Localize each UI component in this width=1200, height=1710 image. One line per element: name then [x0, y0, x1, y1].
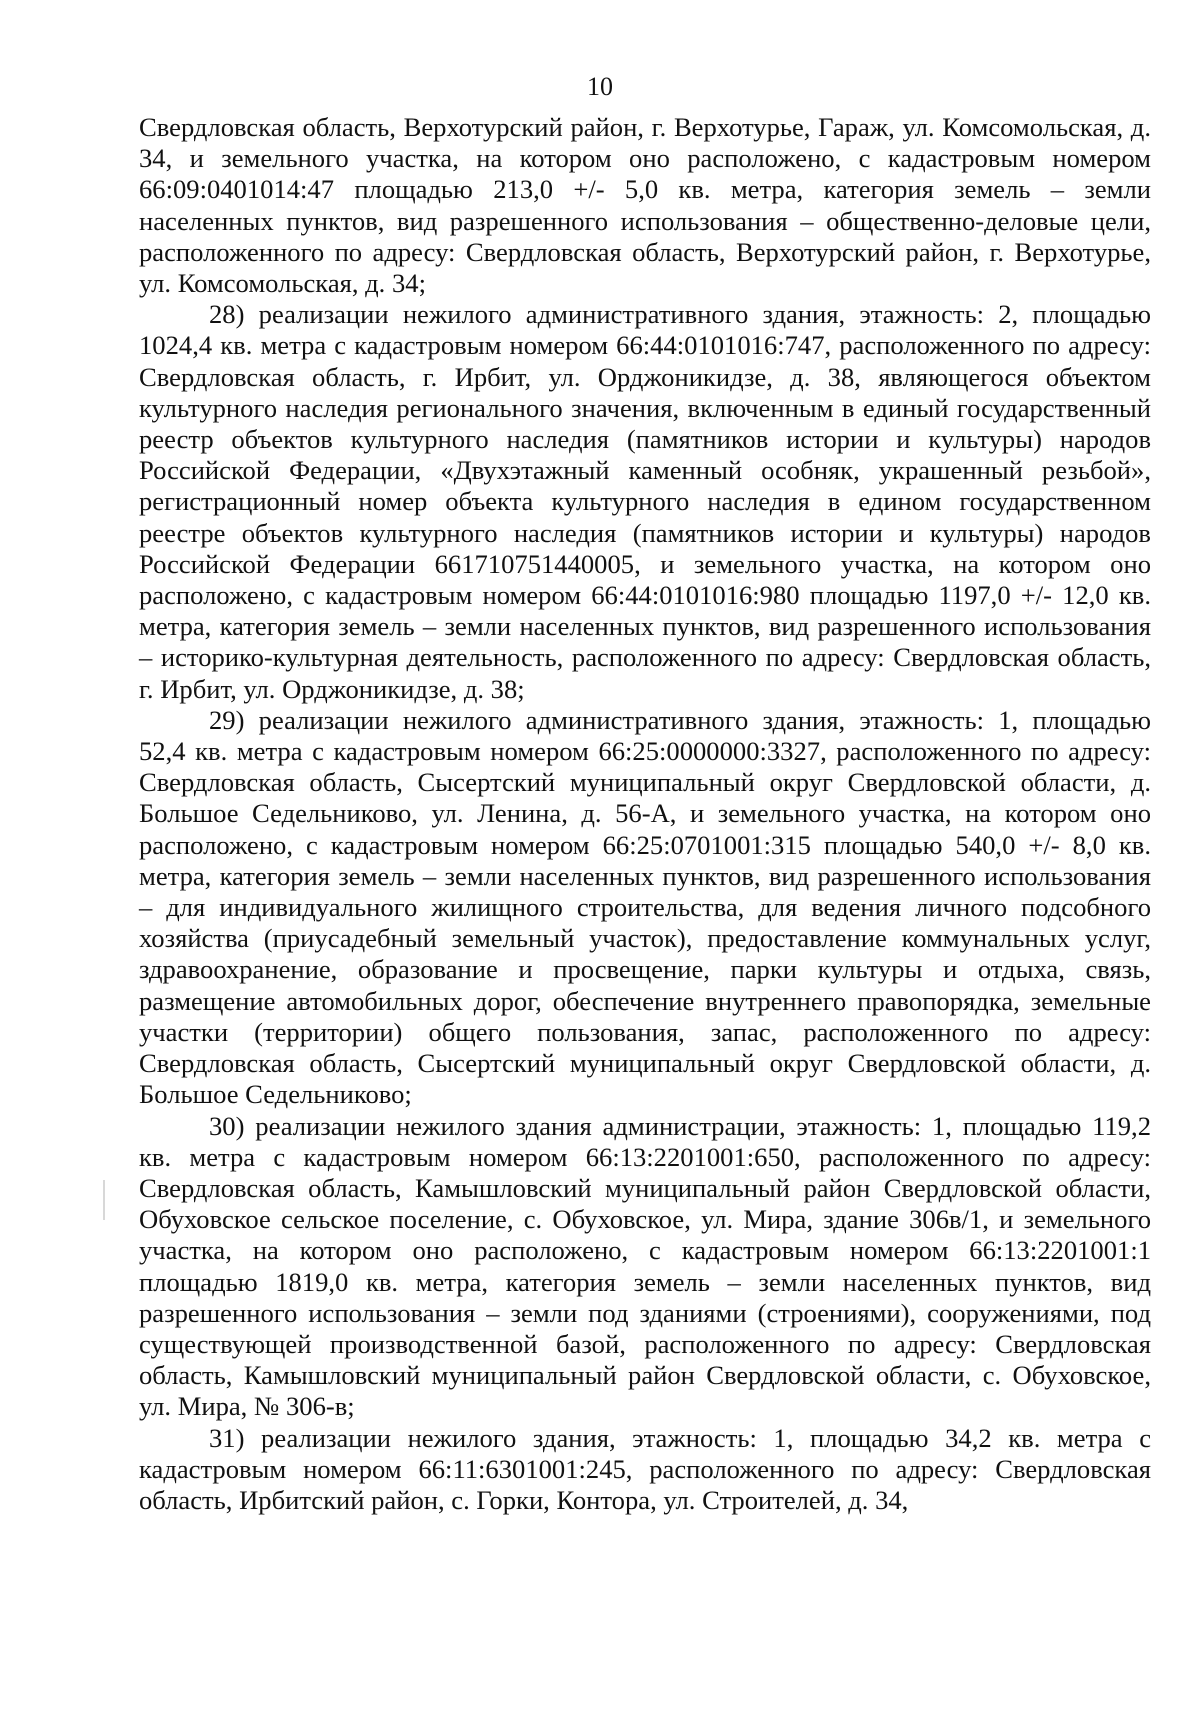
paragraph-item-30: 30) реализации нежилого здания администрации, этажность: 1, площадью 119,2 кв. метра с кадастровым номером 66:13:2201001:650, расположенного по адресу: Свердловская область, Камышловский муниципальный район Свердловской области, Обуховское сельское поселение, с. Обуховское, ул. Мира, здание 306в/1, и земельного участка, на котором оно расположено, с кадастровым номером 66:13:2201001:1 площадью 1819,0 кв. метра, категория земель – земли населенных пунктов, вид разрешенного использования – земли под зданиями (строениями), сооружениями, под существующей производственной базой, расположенного по адресу: Свердловская область, Камышловский муниципальный район Свердловской области, с. Обуховское, ул. Мира, № 306-в;: [139, 1110, 1151, 1422]
paragraph-item-29: 29) реализации нежилого административного здания, этажность: 1, площадью 52,4 кв. метра с кадастровым номером 66:25:0000000:3327, расположенного по адресу: Свердловская область, Сысертский муниципальный округ Свердловской области, д. Большое Седельниково, ул. Ленина, д. 56-А, и земельного участка, на котором оно расположено, с кадастровым номером 66:25:0701001:315 площадью 540,0 +/- 8,0 кв. метра, категория земель – земли населенных пунктов, вид разрешенного использования – для индивидуального жилищного строительства, для ведения личного подсобного хозяйства (приусадебный земельный участок), предоставление коммунальных услуг, здравоохранение, образование и просвещение, парки культуры и отдыха, связь, размещение автомобильных дорог, обеспечение внутреннего правопорядка, земельные участки (территории) общего пользования, запас, расположенного по адресу: Свердловская область, Сысертский муниципальный округ Свердловской области, д. Большое Седельниково;: [139, 704, 1151, 1110]
paragraph-item-28: 28) реализации нежилого административного здания, этажность: 2, площадью 1024,4 кв. метра с кадастровым номером 66:44:0101016:747, расположенного по адресу: Свердловская область, г. Ирбит, ул. Орджоникидзе, д. 38, являющегося объектом культурного наследия регионального значения, включенным в единый государственный реестр объектов культурного наследия (памятников истории и культуры) народов Российской Федерации, «Двухэтажный каменный особняк, украшенный резьбой», регистрационный номер объекта культурного наследия в едином государственном реестре объектов культурного наследия (памятников истории и культуры) народов Российской Федерации 661710751440005, и земельного участка, на котором оно расположено, с кадастровым номером 66:44:0101016:980 площадью 1197,0 +/- 12,0 кв. метра, категория земель – земли населенных пунктов, вид разрешенного использования – историко-культурная деятельность, расположенного по адресу: Свердловская область, г. Ирбит, ул. Орджоникидзе, д. 38;: [139, 299, 1151, 704]
document-body: [139, 112, 1151, 1516]
paragraph-continuation: Свердловская область, Верхотурский район, г. Верхотурье, Гараж, ул. Комсомольская, д. 34, и земельного участка, на котором оно расположено, с кадастровым номером 66:09:0401014:47 площадью 213,0 +/- 5,0 кв. метра, категория земель – земли населенных пунктов, вид разрешенного использования – общественно-деловые цели, расположенного по адресу: Свердловская область, Верхотурский район, г. Верхотурье, ул. Комсомольская, д. 34;: [139, 112, 1151, 299]
paragraph-item-31: 31) реализации нежилого здания, этажность: 1, площадью 34,2 кв. метра с кадастровым номером 66:11:6301001:245, расположенного по адресу: Свердловская область, Ирбитский район, с. Горки, Контора, ул. Строителей, д. 34,: [139, 1422, 1151, 1515]
page-number: 10: [587, 72, 613, 101]
margin-mark: [103, 1180, 105, 1220]
